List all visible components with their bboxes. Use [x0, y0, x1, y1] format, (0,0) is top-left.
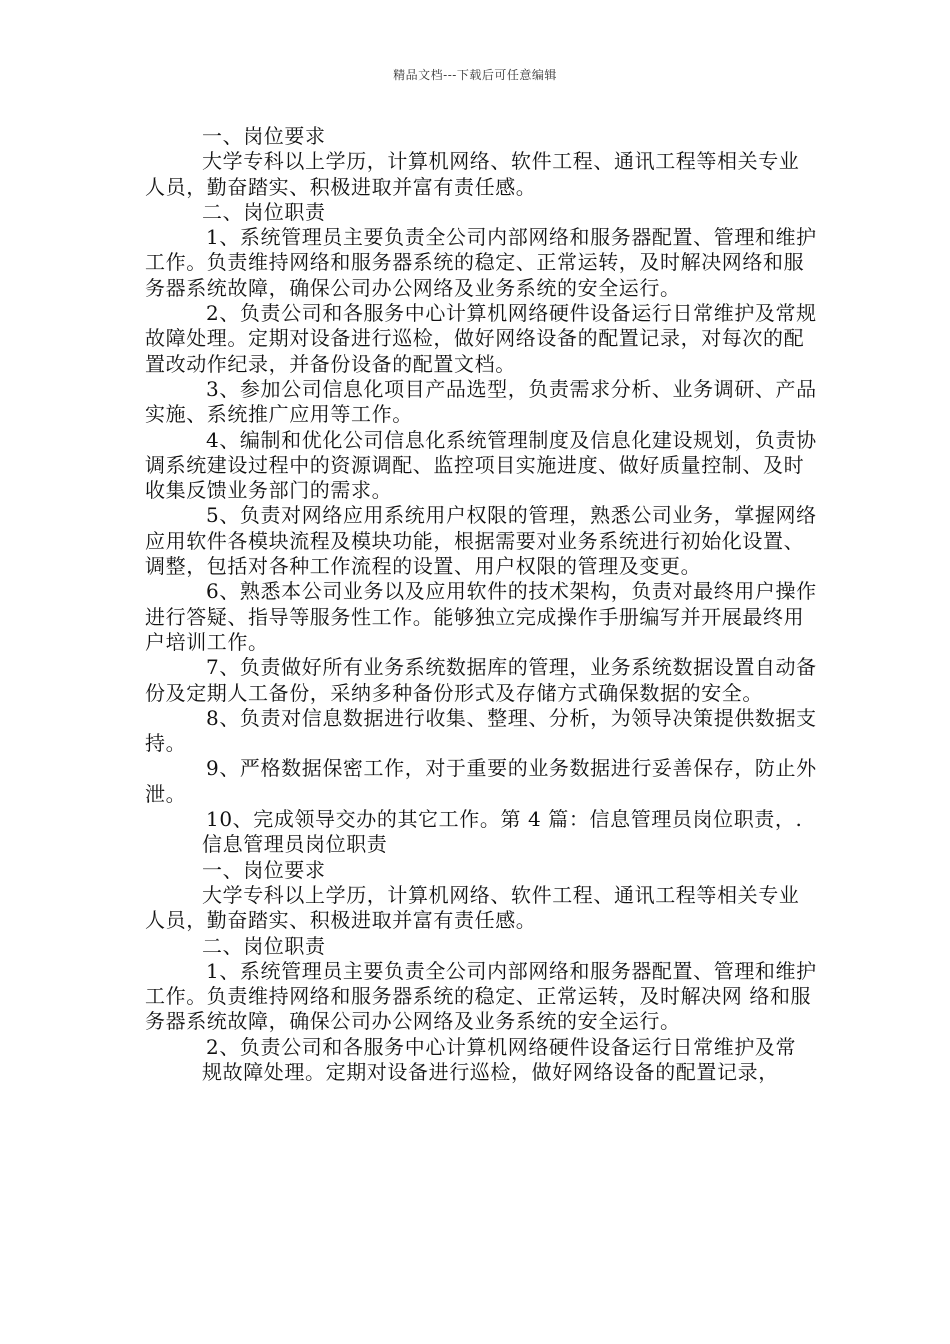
- duty-item-1-repeat: 1、系统管理员主要负责全公司内部网络和服务器配置、管理和维护工作。负责维持网络和服务器系统的稳定、正常运转，及时解决网 络和服务器系统故障，确保公司办公网络及业务系统的安全运行。: [145, 958, 817, 1034]
- paragraph-requirements-2: 大学专科以上学历，计算机网络、软件工程、通讯工程等相关专业人员，勤奋踏实、积极进取并富有责任感。: [145, 882, 800, 933]
- duty-item-4: 4、编制和优化公司信息化系统管理制度及信息化建设规划，负责协调系统建设过程中的资源调配、监控项目实施进度、做好质量控制、及时收集反馈业务部门的需求。: [145, 427, 817, 503]
- duty-item-2-repeat: 2、负责公司和各服务中心计算机网络硬件设备运行日常维护及常: [206, 1034, 797, 1059]
- section-title-info-manager: 信息管理员岗位职责: [202, 832, 388, 857]
- section-heading-job-duties: 二、岗位职责: [202, 199, 326, 224]
- duty-item-9: 9、严格数据保密工作，对于重要的业务数据进行妥善保存，防止外泄。: [145, 756, 817, 806]
- duty-item-6: 6、熟悉本公司业务以及应用软件的技术架构，负责对最终用户操作进行答疑、指导等服务性工作。能够独立完成操作手册编写并开展最终用户培训工作。: [145, 579, 817, 654]
- duty-item-7: 7、负责做好所有业务系统数据库的管理，业务系统数据设置自动备份及定期人工备份，采纳多种备份形式及存储方式确保数据的安全。: [145, 655, 817, 705]
- duty-item-2: 2、负责公司和各服务中心计算机网络硬件设备运行日常维护及常规故障处理。定期对设备进行巡检，做好网络设备的配置记录，对每次的配置改动作纪录，并备份设备的配置文档。: [145, 301, 817, 376]
- paragraph-requirements: 大学专科以上学历，计算机网络、软件工程、通讯工程等相关专业人员，勤奋踏实、积极进取并富有责任感。: [145, 149, 800, 199]
- duty-item-2-continued: 规故障处理。定期对设备进行巡检，做好网络设备的配置记录，: [202, 1059, 779, 1084]
- duty-item-8: 8、负责对信息数据进行收集、整理、分析，为领导决策提供数据支持。: [145, 705, 817, 756]
- duty-item-5: 5、负责对网络应用系统用户权限的管理，熟悉公司业务，掌握网络应用软件各模块流程及模块功能，根据需要对业务系统进行初始化设置、调整，包括对各种工作流程的设置、用户权限的管理及变更。: [145, 503, 817, 579]
- duty-item-10: 10、完成领导交办的其它工作。第 4 篇：信息管理员岗位职责，.: [206, 807, 803, 832]
- section-heading-job-duties-2: 二、岗位职责: [202, 933, 326, 958]
- document-body: [145, 124, 817, 1085]
- section-heading-job-requirements-2: 一、岗位要求: [202, 857, 326, 882]
- page-header: 精品文档---下载后可任意编辑: [393, 68, 557, 82]
- duty-item-3: 3、参加公司信息化项目产品选型，负责需求分析、业务调研、产品实施、系统推广应用等工作。: [145, 376, 817, 427]
- duty-item-1: 1、系统管理员主要负责全公司内部网络和服务器配置、管理和维护工作。负责维持网络和服务器系统的稳定、正常运转，及时解决网络和服务器系统故障，确保公司办公网络及业务系统的安全运行。: [145, 225, 817, 300]
- section-heading-job-requirements: 一、岗位要求: [202, 124, 326, 148]
